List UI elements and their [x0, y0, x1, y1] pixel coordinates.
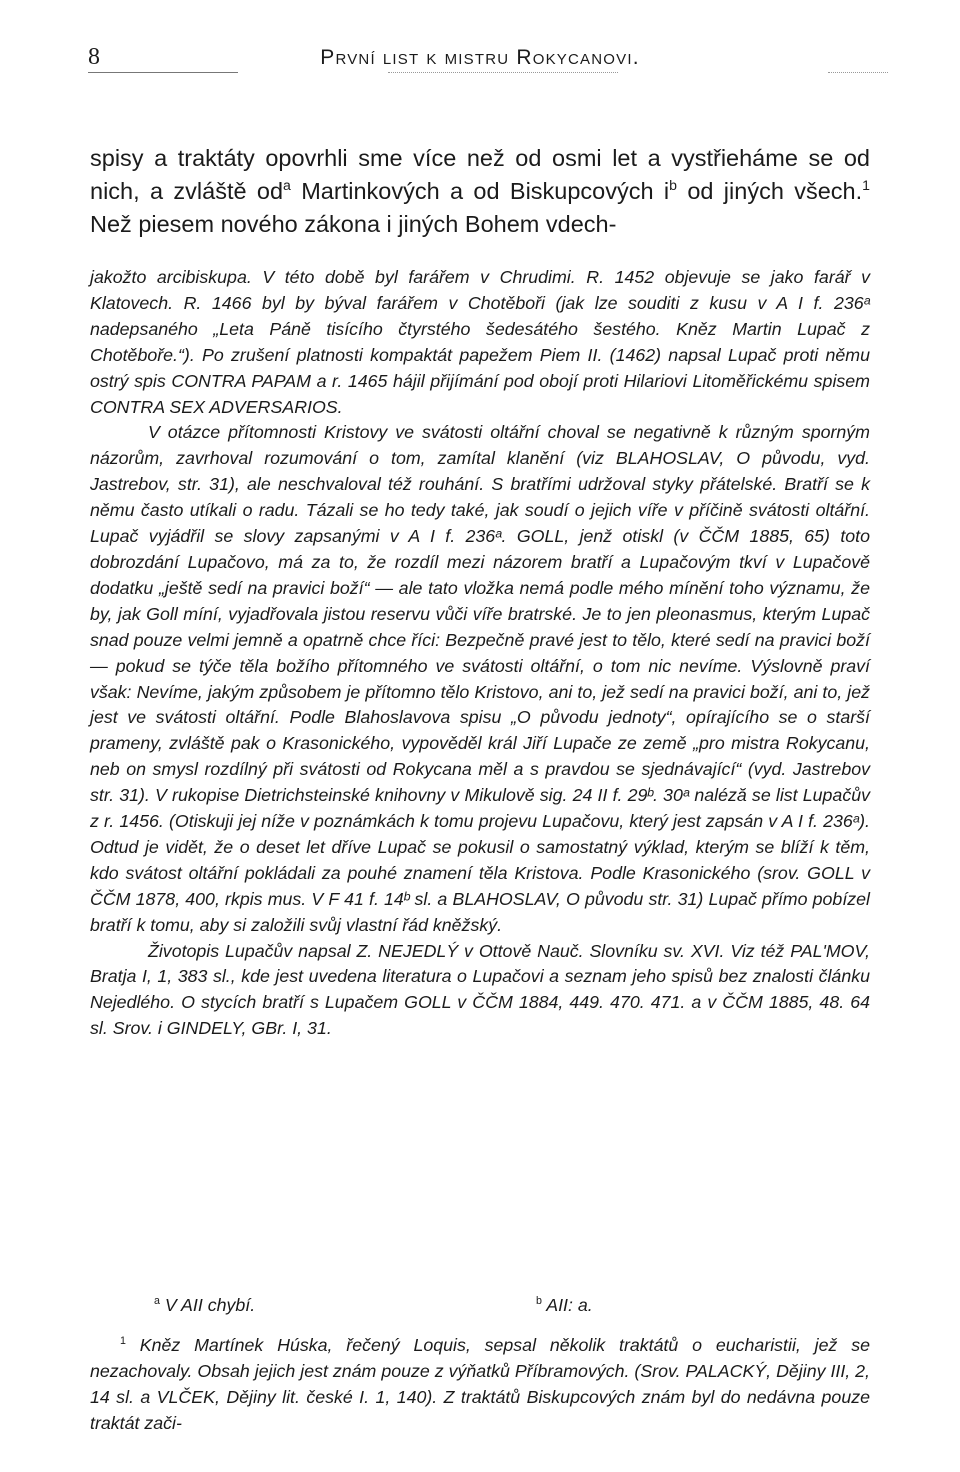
critical-apparatus — [90, 1292, 870, 1322]
main-text — [90, 142, 870, 241]
commentary-notes — [90, 265, 870, 1042]
apparatus-note-a — [154, 1292, 255, 1318]
apparatus-text: V AII chybí. — [159, 1295, 256, 1315]
apparatus-mark: a — [283, 177, 291, 194]
apparatus-note-b — [536, 1292, 593, 1318]
apparatus-text: AII: a. — [541, 1295, 593, 1315]
commentary-paragraph: Životopis Lupačův napsal Z. NEJEDLÝ v Ottově Nauč. Slovníku sv. XVI. Viz též PAL'MOV, Bratja I, 1, 383 sl., kde jest uvedena literatura o Lupačovi a seznam jeho spisů bez znalosti článku Nejedlého. O stycích bratří s Lupačem GOLL v ČČM 1884, 449. 470. 471. a v ČČM 1885, 48. 64 sl. Srov. i GINDELY, GBr. I, 31. — [90, 940, 870, 1039]
page-number: 8 — [88, 44, 100, 70]
running-head: První list k mistru Rokycanovi. — [320, 46, 640, 69]
apparatus-mark: a — [154, 1295, 160, 1308]
commentary-paragraph: V otázce přítomnosti Kristovy ve svátosti oltářní choval se negativně k různým sporným názorům, zavrhoval rozumování o tom, zamítal klanění (viz BLAHOSLAV, O původu, vyd. Jastrebov, str. 31), ale neschvaloval též rouhání. S bratřími udržoval styky přátelské. Bratří se k němu často utíkali o radu. Tázali se ho tedy také, jak soudí o jejich víře v příčině svátosti oltářní. Lupač vyjádřil se slovy zapsanými v A I f. 236ᵃ. GOLL, jenž otiskl (v ČČM 1885, 65) toto dobrozdání Lupačovo, má za to, že rozdíl mezi názorem bratří a Lupačovým tkví v Lupačově dodatku „ještě sedí na pravici boží“ — ale tato vložka nemá podle mého mínění toho významu, že by, jak Goll míní, vyjadřovala jistou reservu vůči víře bratrské. Je to jen pleonasmus, kterým Lupač snad pouze velmi jemně a opatrně chce říci: Bezpečně pravé jest to tělo, které sedí na pravici boží — pokud se týče těla božího přítomného ve svátosti oltářní, o tom nic nevíme. Výslovně praví však: Nevíme, jakým způsobem je přítomno tělo Kristovo, ani to, jež sedí na pravici boží, ani to, jež jest ve svátosti oltářní. Podle Blahoslavova spisu „O původu jednoty“, opírajícího se o starší prameny, zvláště pak o Krasonického, vypověděl král Jiří Lupače ze země „pro mistra Rokycanu, neb on smysl rozdílný při svátosti od Rokycana měl a s pravdou se sjednávající“ (vyd. Jastrebov str. 31). V rukopise Dietrichsteinské knihovny v Mikulově sig. 24 II f. 29ᵇ. 30ᵃ naléză se list Lupačův z r. 1456. (Otiskuji jej níže v poznámkách k tomu projevu Lupačovu, který jest zapsán v A I f. 236ᵃ). Odtud je vidět, že o deset let dříve Lupač se pokusil o samostatný výklad, kterým se blíží k těm, kdo svátost oltářní pokládali za pouhé znamení těla Kristova. Podle Krasonického (srov. GOLL v ČČM 1878, 400, rkpis mus. V F 41 f. 14ᵇ sl. a BLAHOSLAV, O původu str. 31) Lupač přímo pobízel bratří k tomu, aby si založili svůj vlastní řád kněžský. — [90, 422, 870, 935]
header-rule-faint — [388, 72, 618, 73]
apparatus-mark: b — [669, 177, 677, 194]
main-text-part: od jiných všech. — [676, 178, 863, 204]
apparatus-mark: b — [536, 1295, 542, 1308]
main-text-part: Martinkových a od Biskupcových i — [290, 178, 670, 204]
footnote-mark: 1 — [120, 1335, 126, 1348]
header-rule — [88, 72, 238, 73]
footnote-mark: 1 — [862, 177, 870, 194]
footnote-1 — [90, 1332, 870, 1436]
page-header — [88, 40, 872, 80]
main-text-part: spisy a traktáty opovrhli sme více než od osmi let a vystřieháme se od nich, a zvláště od — [90, 145, 870, 204]
footnote-text: Kněz Martínek Húska, řečený Loquis, sepsal několik traktátů o eucharistii, jež se nezachovaly. Obsah jejich jest znám pouze z výňatků Příbramových. (Srov. PALACKÝ, Dějiny III, 2, 14 sl. a VLČEK, Dějiny lit. české I. 1, 140). Z traktátů Biskupcových znám byl do nedávna pouze traktát zači- — [90, 1335, 870, 1433]
header-rule-faint — [828, 72, 888, 73]
commentary-paragraph: jakožto arcibiskupa. V této době byl farářem v Chrudimi. R. 1452 objevuje se jako farář v Klatovech. R. 1466 byl by býval farářem v Chotěboři (jak lze souditi z kusu v A I f. 236ᵃ nadepsaného „Leta Páně tisícího čtyrstého šedesátého šestého. Kněz Martin Lupač z Chotěboře.“). Po zrušení platnosti kompaktát papežem Piem II. (1462) napsal Lupač proti němu ostrý spis CONTRA PAPAM a r. 1465 hájil přijímání pod obojí proti Hilariovi Litoměřickému spisem CONTRA SEX ADVERSARIOS. — [90, 267, 870, 417]
main-text-part: Než piesem nového zákona i jiných Bohem vdech- — [90, 211, 617, 237]
footnotes — [90, 1292, 870, 1454]
